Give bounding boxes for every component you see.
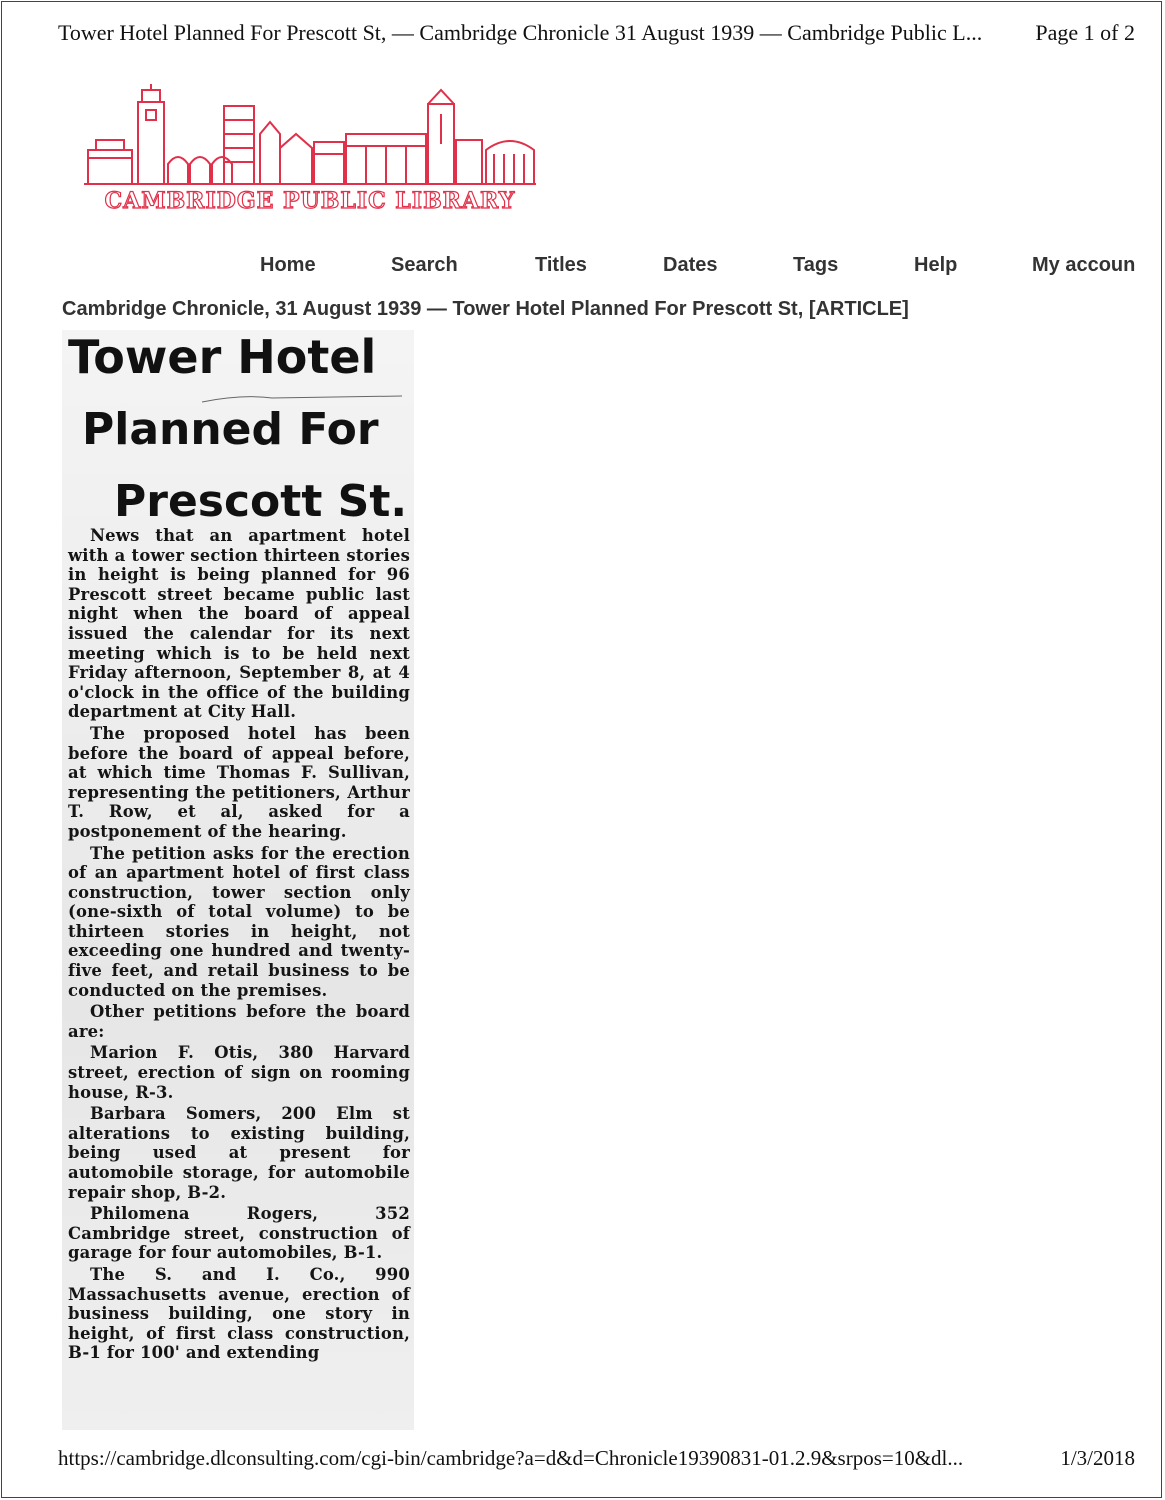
page-indicator: Page 1 of 2	[1035, 20, 1135, 45]
nav-titles[interactable]: Titles	[535, 254, 587, 276]
nav-search[interactable]: Search	[391, 254, 458, 276]
article-paragraph: Other petitions before the board are:	[68, 1002, 410, 1041]
article-breadcrumb: Cambridge Chronicle, 31 August 1939 — Tower Hotel Planned For Prescott St, [ARTICLE]	[62, 298, 909, 320]
nav-my-account[interactable]: My accoun	[1032, 254, 1135, 276]
library-logo-text: CAMBRIDGE PUBLIC LIBRARY	[104, 188, 516, 214]
main-nav	[260, 254, 1135, 282]
article-paragraph: Barbara Somers, 200 Elm st alterations to existing building, being used at present for automobile storage, for automobile repair shop, B-2.	[68, 1104, 410, 1202]
article-paragraph: The S. and I. Co., 990 Massachusetts avenue, erection of business building, one story in height, of first class construction, B-1 for 100' and extending	[68, 1264, 410, 1363]
headline-line-3: Prescott St.	[114, 476, 408, 527]
nav-tags[interactable]: Tags	[793, 254, 839, 276]
headline-line-1: Tower Hotel	[68, 330, 377, 384]
skyline-icon	[84, 84, 536, 188]
article-paragraph: The proposed hotel has been before the board of appeal before, at which time Thomas F. Sullivan, representing the petitioners, Arthur T. Row, et al, asked for a postponement of the hearing.	[68, 723, 410, 841]
nav-help[interactable]: Help	[914, 254, 958, 276]
article-paragraph: Philomena Rogers, 352 Cambridge street, construction of garage for four automobiles, B-1.	[68, 1204, 410, 1263]
nav-home[interactable]: Home	[260, 254, 316, 276]
article-paragraph: The petition asks for the erection of an apartment hotel of first class construction, tower section only (one-sixth of total volume) to be thirteen stories in height, not exceeding one hundred and twenty-five feet, and retail business to be conducted on the premises.	[68, 843, 410, 1000]
article-paragraph: News that an apartment hotel with a tower section thirteen stories in height is being planned for 96 Prescott street became public last night when the board of appeal issued the calendar for its next meeting which is to be held next Friday afternoon, September 8, at 4 o'clock in the office of the building department at City Hall.	[68, 526, 410, 722]
article-body	[68, 526, 410, 1365]
nav-dates[interactable]: Dates	[663, 254, 718, 276]
print-footer-url: https://cambridge.dlconsulting.com/cgi-bin/cambridge?a=d&d=Chronicle19390831-01.2.9&srpos=10&dl...	[58, 1446, 964, 1470]
library-logo[interactable]	[84, 84, 536, 216]
newspaper-clipping	[62, 330, 414, 1430]
article-paragraph: Marion F. Otis, 380 Harvard street, erection of sign on rooming house, R-3.	[68, 1043, 410, 1102]
headline-line-2: Planned For	[82, 404, 379, 455]
print-footer-date: 1/3/2018	[1060, 1446, 1135, 1470]
print-header-title: Tower Hotel Planned For Prescott St, — Cambridge Chronicle 31 August 1939 — Cambridge Public L...	[58, 20, 983, 45]
